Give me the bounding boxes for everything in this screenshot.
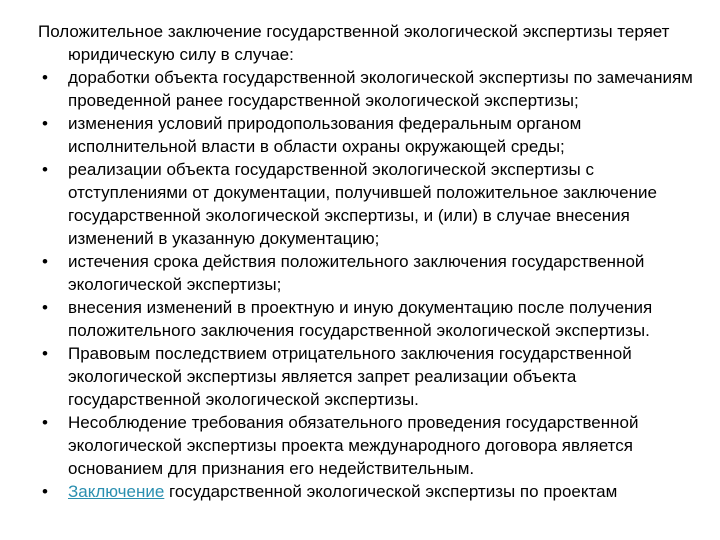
list-item-text: государственной экологической экспертизы по проектам — [164, 482, 618, 501]
zaklyuchenie-link[interactable]: Заключение — [68, 482, 165, 501]
bullet-icon: • — [42, 160, 48, 179]
list-item — [38, 342, 698, 411]
list-item-partial — [38, 480, 698, 503]
bullet-icon: • — [42, 114, 48, 133]
list-item — [38, 411, 698, 480]
list-item-text: реализации объекта государственной экологической экспертизы с отступлениями от документации, получившей положительное заключение государственной экологической экспертизы, и (или) в случае внесения изменений в указанную документацию; — [68, 160, 657, 248]
list-item-text: Правовым последствием отрицательного заключения государственной экологической экспертизы является запрет реализации объекта государственной экологической экспертизы. — [68, 344, 632, 409]
list-item — [38, 112, 698, 158]
list-item — [38, 250, 698, 296]
bullet-icon: • — [42, 344, 48, 363]
bullet-icon: • — [42, 482, 48, 501]
bullet-icon: • — [42, 252, 48, 271]
bullet-icon: • — [42, 413, 48, 432]
bullet-icon: • — [42, 298, 48, 317]
bullet-icon: • — [42, 68, 48, 87]
list-item-text: изменения условий природопользования федеральным органом исполнительной власти в области охраны окружающей среды; — [68, 114, 582, 156]
list-item — [38, 66, 698, 112]
list-item-text: истечения срока действия положительного заключения государственной экологической экспертизы; — [68, 252, 645, 294]
list-item-text: Несоблюдение требования обязательного проведения государственной экологической экспертизы проекта международного договора является основанием для признания его недействительным. — [68, 413, 639, 478]
intro-paragraph: Положительное заключение государственной экологической экспертизы теряет юридическую силу в случае: — [38, 22, 670, 64]
list-item — [38, 296, 698, 342]
list-item — [38, 158, 698, 250]
list-item-text: внесения изменений в проектную и иную документацию после получения положительного заключения государственной экологической экспертизы. — [68, 298, 653, 340]
list-item-text: доработки объекта государственной экологической экспертизы по замечаниям проведенной ранее государственной экологической экспертизы; — [68, 68, 693, 110]
bullet-list — [38, 66, 698, 503]
